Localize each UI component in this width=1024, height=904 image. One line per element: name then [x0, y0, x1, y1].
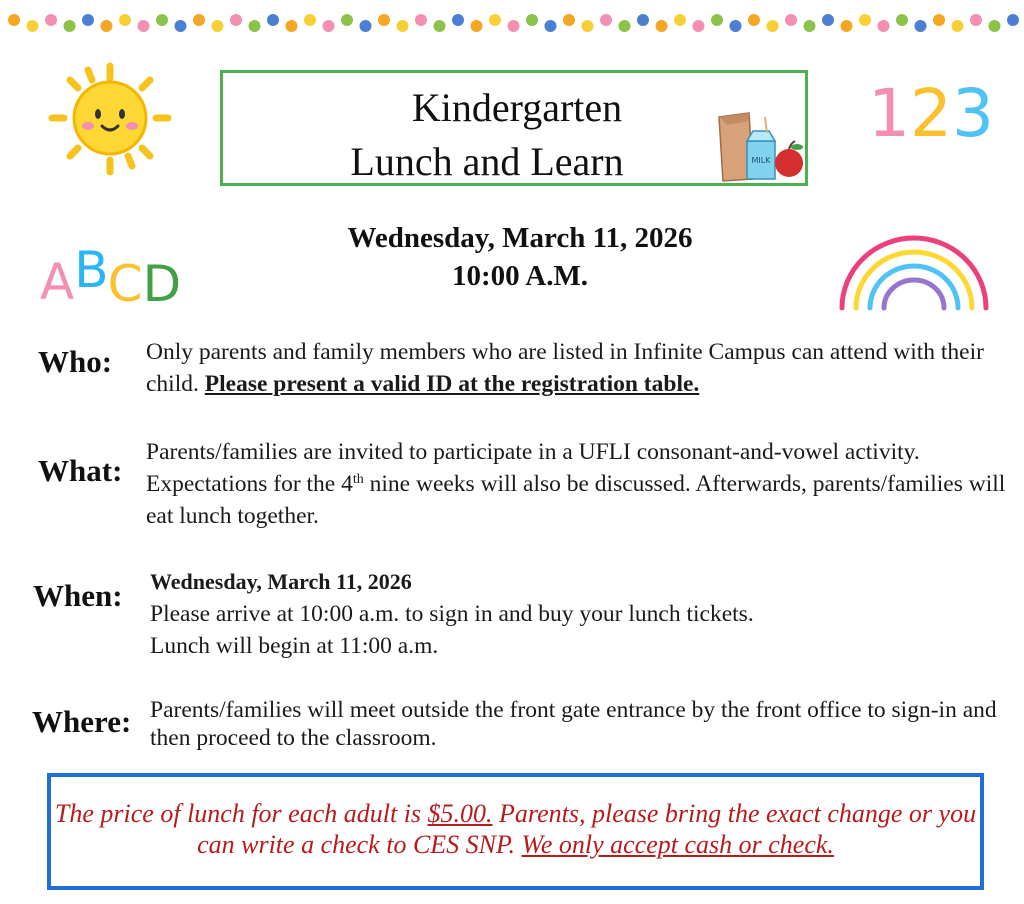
confetti-dot	[212, 20, 224, 32]
confetti-dot	[970, 14, 982, 26]
price-notice-b: Parents, please bring the exact change or you can write a check to CES SNP.	[197, 799, 977, 859]
confetti-dot	[545, 20, 557, 32]
lunch-bag-icon	[713, 107, 809, 183]
confetti-dot	[156, 14, 168, 26]
confetti-dot	[101, 20, 113, 32]
letter-a: A	[40, 253, 75, 311]
what-label: What:	[38, 453, 123, 488]
confetti-dot	[64, 20, 76, 32]
confetti-dot	[82, 14, 94, 26]
confetti-dot	[508, 20, 520, 32]
confetti-dot	[989, 20, 1001, 32]
price-notice-text	[51, 798, 980, 860]
confetti-dot	[304, 14, 316, 26]
who-label: Who:	[38, 344, 113, 379]
confetti-dot	[267, 14, 279, 26]
confetti-dot	[933, 14, 945, 26]
confetti-dot	[582, 20, 594, 32]
confetti-dot	[600, 14, 612, 26]
confetti-dot	[175, 20, 187, 32]
confetti-dot	[748, 14, 760, 26]
confetti-dot	[138, 20, 150, 32]
milk-label: MILK	[751, 156, 771, 165]
confetti-dot	[730, 20, 742, 32]
confetti-dot	[1007, 14, 1019, 26]
confetti-dot	[489, 14, 501, 26]
confetti-dot	[693, 20, 705, 32]
price-notice-box	[47, 773, 984, 890]
confetti-dot	[785, 14, 797, 26]
when-lunch-start: Lunch will begin at 11:00 a.m.	[150, 633, 439, 659]
confetti-dot	[27, 20, 39, 32]
confetti-dot	[822, 14, 834, 26]
confetti-dot	[526, 14, 538, 26]
event-time: 10:00 A.M.	[451, 260, 589, 292]
what-text	[146, 436, 1006, 532]
confetti-dot	[674, 14, 686, 26]
confetti-dot	[434, 20, 446, 32]
confetti-dot	[841, 20, 853, 32]
confetti-dot	[563, 14, 575, 26]
confetti-dot	[452, 14, 464, 26]
confetti-dot	[619, 20, 631, 32]
rainbow-icon	[836, 232, 992, 312]
event-date: Wednesday, March 11, 2026	[347, 222, 693, 254]
payment-methods-notice: We only accept cash or check.	[521, 830, 834, 859]
letters-decoration	[40, 241, 210, 314]
confetti-dot	[193, 14, 205, 26]
confetti-dot	[637, 14, 649, 26]
who-text	[146, 336, 1016, 400]
event-title-box	[220, 70, 808, 186]
letter-b: B	[74, 241, 108, 299]
confetti-dot	[323, 20, 335, 32]
what-superscript: th	[352, 472, 364, 487]
what-body-a: Parents/families are invited to participate in a UFLI consonant-and-vowel activity. Expectations for the 4	[146, 439, 920, 497]
confetti-dot	[471, 20, 483, 32]
number-1: 1	[868, 75, 910, 152]
confetti-dot	[341, 14, 353, 26]
confetti-dot	[8, 14, 20, 26]
confetti-dot	[249, 20, 261, 32]
confetti-dot	[286, 20, 298, 32]
price-notice-a: The price of lunch for each adult is	[54, 799, 428, 828]
confetti-dot	[119, 14, 131, 26]
letter-c: C	[107, 255, 143, 313]
when-arrival: Please arrive at 10:00 a.m. to sign in and buy your lunch tickets.	[150, 601, 754, 627]
when-date: Wednesday, March 11, 2026	[150, 569, 412, 594]
lunch-price: $5.00.	[427, 799, 493, 828]
confetti-dot	[804, 20, 816, 32]
confetti-dot	[915, 20, 927, 32]
confetti-dot	[45, 14, 57, 26]
confetti-dot	[878, 20, 890, 32]
who-id-notice: Please present a valid ID at the registration table.	[204, 371, 700, 397]
numbers-decoration	[868, 74, 994, 154]
confetti-dot	[767, 20, 779, 32]
confetti-dot	[711, 14, 723, 26]
where-text: Parents/families will meet outside the front gate entrance by the front office to sign-in and then proceed to the classroom.	[150, 697, 997, 751]
when-text	[150, 566, 1020, 662]
confetti-dots-border	[0, 8, 1024, 38]
when-label: When:	[33, 578, 123, 613]
confetti-dot	[952, 20, 964, 32]
what-body-b: nine weeks will also be discussed. Afterwards, parents/families will eat lunch together.	[146, 471, 1006, 529]
letter-d: D	[142, 255, 182, 313]
number-2: 2	[910, 75, 952, 152]
number-3: 3	[952, 75, 994, 152]
confetti-dot	[397, 20, 409, 32]
confetti-dot	[360, 20, 372, 32]
confetti-dot	[378, 14, 390, 26]
confetti-dot	[656, 20, 668, 32]
confetti-dot	[230, 14, 242, 26]
title-line-1: Kindergarten	[411, 85, 623, 130]
confetti-dot	[415, 14, 427, 26]
title-line-2: Lunch and Learn	[350, 139, 624, 184]
where-label: Where:	[32, 704, 132, 739]
confetti-dot	[859, 14, 871, 26]
who-body: Only parents and family members who are listed in Infinite Campus can attend with their child.	[146, 339, 984, 397]
sun-icon	[44, 60, 176, 178]
confetti-dot	[896, 14, 908, 26]
